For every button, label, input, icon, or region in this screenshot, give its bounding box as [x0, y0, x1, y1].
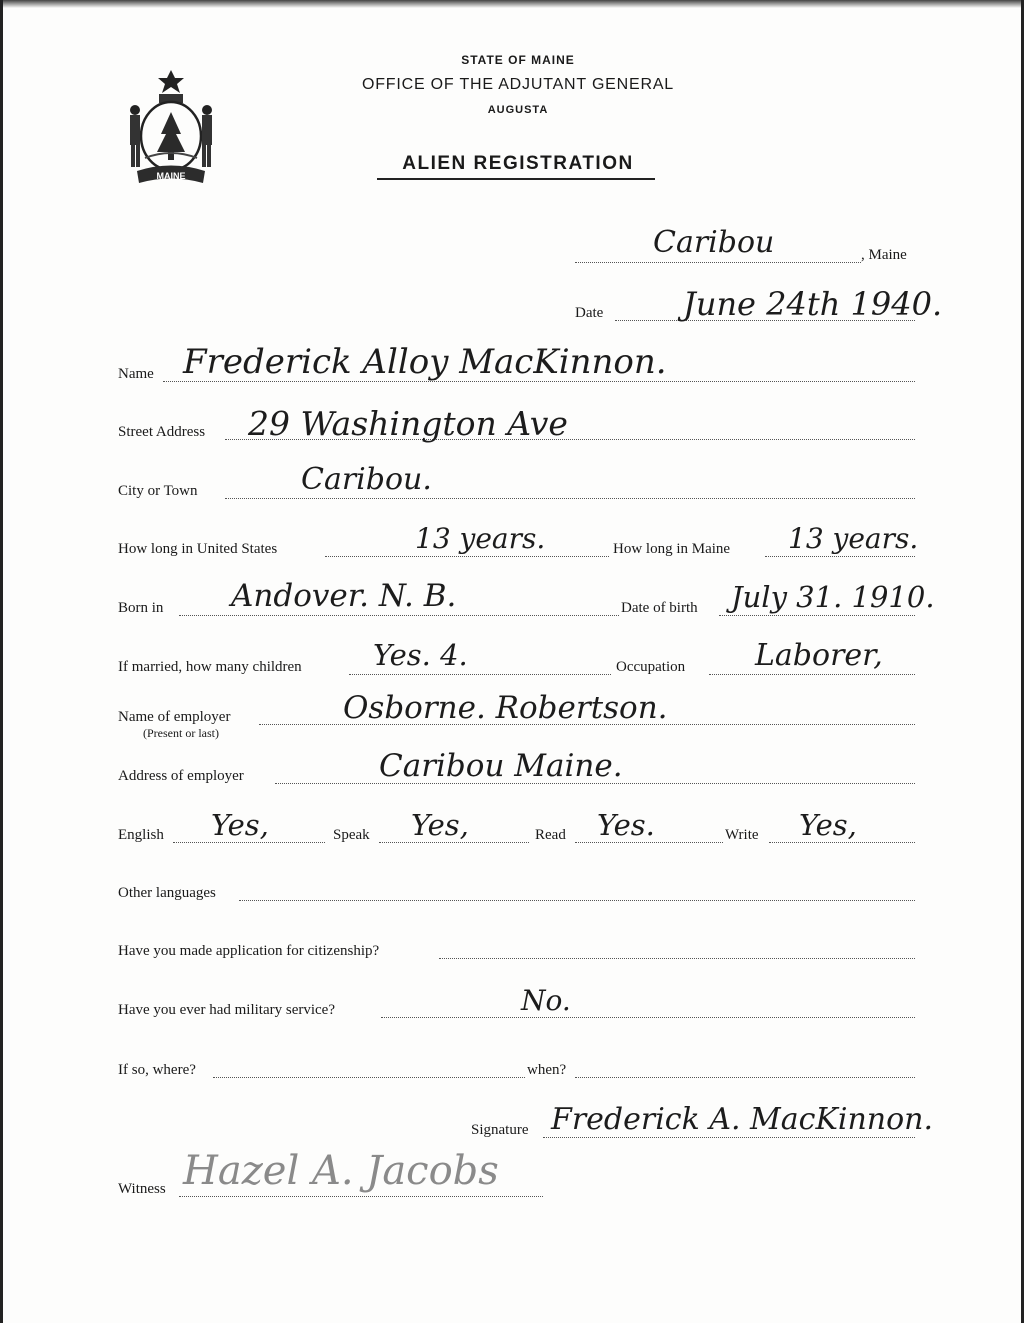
signature-value: Frederick A. MacKinnon.: [551, 1102, 934, 1137]
citizenship-label: Have you made application for citizenship?: [118, 943, 380, 959]
occupation-label: Occupation: [616, 659, 686, 675]
how-long-us-value: 13 years.: [415, 522, 546, 555]
employer-name-value: Osborne. Robertson.: [343, 690, 668, 726]
street-address-label: Street Address: [118, 424, 206, 440]
name-value: Frederick Alloy MacKinnon.: [183, 342, 667, 382]
married-children-label: If married, how many children: [118, 659, 302, 675]
signature-line: [543, 1137, 915, 1138]
header-city: AUGUSTA: [487, 104, 549, 116]
married-children-line: [349, 674, 611, 675]
born-in-label: Born in: [118, 600, 164, 616]
how-long-us-line: [325, 556, 609, 557]
when-label: when?: [527, 1062, 567, 1078]
occupation-value: Laborer,: [755, 638, 883, 673]
employer-name-note: (Present or last): [143, 726, 219, 740]
born-in-value: Andover. N. B.: [231, 578, 457, 614]
date-label: Date: [575, 305, 604, 321]
other-languages-label: Other languages: [118, 885, 216, 901]
employer-address-label: Address of employer: [118, 768, 244, 784]
other-languages-line: [239, 900, 915, 901]
witness-label: Witness: [118, 1181, 166, 1197]
date-value: June 24th 1940.: [683, 285, 943, 323]
how-long-maine-value: 13 years.: [788, 522, 919, 555]
write-value: Yes,: [799, 808, 857, 842]
employer-address-value: Caribou Maine.: [379, 748, 623, 784]
write-label: Write: [725, 827, 759, 843]
form-title: ALIEN REGISTRATION: [402, 153, 634, 174]
how-long-us-label: How long in United States: [118, 541, 278, 557]
maine-suffix-label: , Maine: [861, 247, 907, 263]
city-or-town-value: Caribou.: [301, 462, 432, 497]
write-line: [769, 842, 915, 843]
title-underline: [377, 178, 655, 180]
town-value: Caribou: [653, 225, 775, 260]
english-label: English: [118, 827, 164, 843]
how-long-maine-label: How long in Maine: [613, 541, 731, 557]
witness-line: [179, 1196, 543, 1197]
maine-state-seal: [119, 68, 223, 188]
name-label: Name: [118, 366, 154, 382]
read-label: Read: [535, 827, 566, 843]
speak-line: [379, 842, 529, 843]
read-line: [575, 842, 723, 843]
city-or-town-line: [225, 498, 915, 499]
employer-name-label: Name of employer: [118, 709, 231, 725]
speak-value: Yes,: [411, 808, 469, 842]
when-line: [575, 1077, 915, 1078]
date-of-birth-value: July 31. 1910.: [731, 580, 935, 614]
town-line: [575, 262, 861, 263]
citizenship-line: [439, 958, 915, 959]
date-of-birth-line: [719, 615, 915, 616]
english-line: [173, 842, 325, 843]
if-so-where-label: If so, where?: [118, 1062, 196, 1078]
speak-label: Speak: [333, 827, 370, 843]
military-line: [381, 1017, 915, 1018]
header-state: STATE OF MAINE: [461, 53, 575, 67]
military-label: Have you ever had military service?: [118, 1002, 335, 1018]
city-or-town-label: City or Town: [118, 483, 198, 499]
if-so-where-line: [213, 1077, 525, 1078]
witness-value: Hazel A. Jacobs: [183, 1148, 499, 1194]
how-long-maine-line: [765, 556, 915, 557]
seal-banner-text: MAINE: [156, 171, 186, 181]
street-address-value: 29 Washington Ave: [248, 404, 568, 443]
scan-edge: [3, 0, 1021, 8]
born-in-line: [179, 615, 619, 616]
occupation-line: [709, 674, 915, 675]
married-children-value: Yes. 4.: [373, 638, 468, 672]
header-office: OFFICE OF THE ADJUTANT GENERAL: [361, 76, 675, 93]
english-value: Yes,: [211, 808, 269, 842]
military-value: No.: [521, 984, 571, 1017]
date-of-birth-label: Date of birth: [621, 600, 698, 616]
signature-label: Signature: [471, 1122, 529, 1138]
read-value: Yes.: [597, 808, 655, 842]
